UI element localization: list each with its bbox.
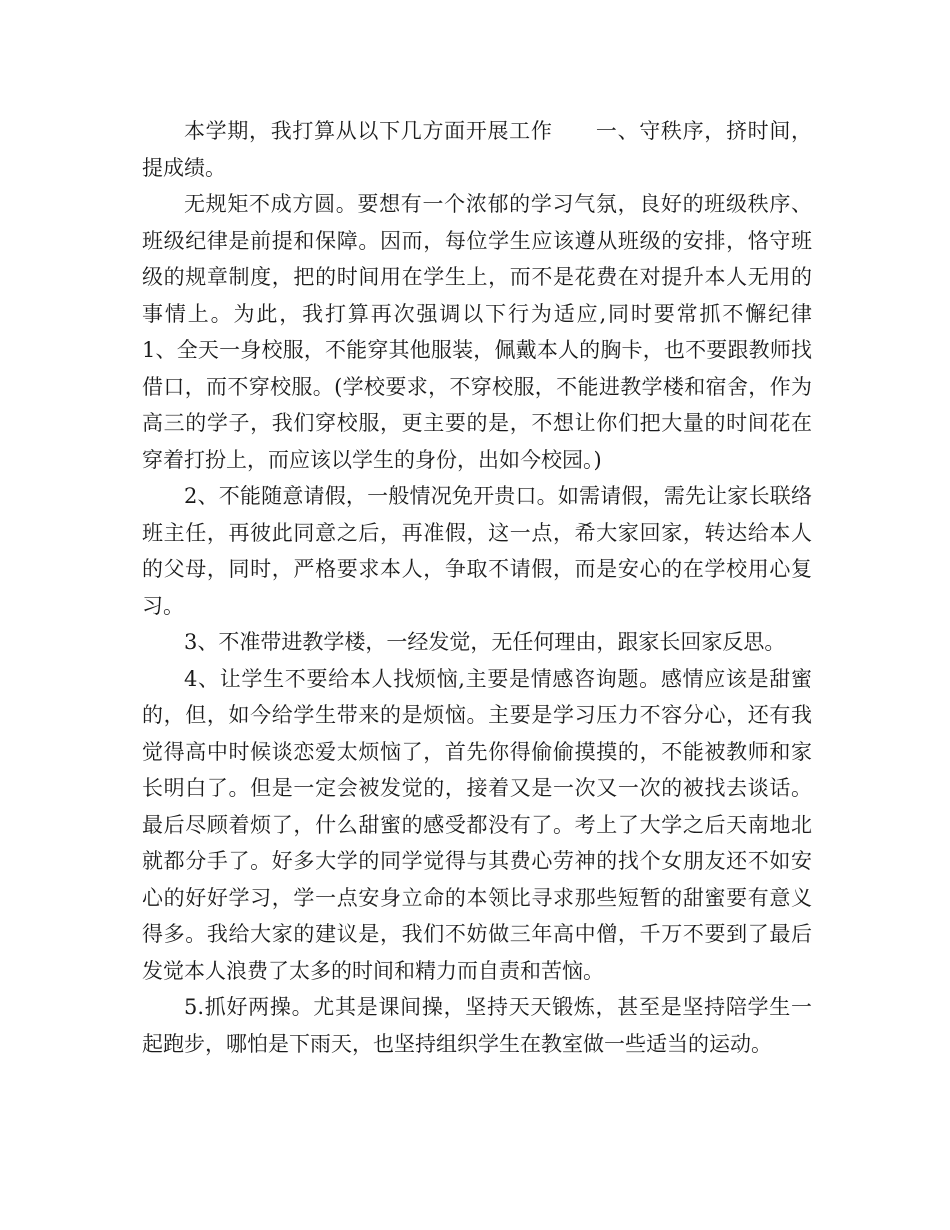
paragraph-item-3: 3、不准带进教学楼，一经发觉，无任何理由，跟家长回家反思。: [184, 630, 786, 654]
document-body: [142, 113, 854, 1062]
paragraph-item-4: 4、让学生不要给本人找烦恼,主要是情感咨询题。感情应该是甜蜜的，但，如今给学生带来的是烦恼。主要是学习压力不容分心，还有我觉得高中时候谈恋爱太烦恼了，首先你得偷偷摸摸的，不能被教师和家长明白了。但是一定会被发觉的，接着又是一次又一次的被找去谈话。最后尽顾着烦了，什么甜蜜的感受都没有了。考上了大学之后天南地北就都分手了。好多大学的同学觉得与其费心劳神的找个女朋友还不如安心的好好学习，学一点安身立命的本领比寻求那些短暂的甜蜜要有意义得多。我给大家的建议是，我们不妨做三年高中僧，千万不要到了最后发觉本人浪费了太多的时间和精力而自责和苦恼。: [142, 666, 812, 983]
paragraph-item-5: 5.抓好两操。尤其是课间操，坚持天天锻炼，甚至是坚持陪学生一起跑步，哪怕是下雨天，也坚持组织学生在教室做一些适当的运动。: [142, 995, 812, 1056]
paragraph-item-2: 2、不能随意请假，一般情况免开贵口。如需请假，需先让家长联络班主任，再彼此同意之后，再准假，这一点，希大家回家，转达给本人的父母，同时，严格要求本人，争取不请假，而是安心的在学校用心复习。: [142, 484, 812, 618]
paragraph-intro: 本学期，我打算从以下几方面开展工作 一、守秩序，挤时间，提成绩。: [142, 119, 812, 180]
paragraph-discipline: 无规矩不成方圆。要想有一个浓郁的学习气氛，良好的班级秩序、班级纪律是前提和保障。因而，每位学生应该遵从班级的安排，恪守班级的规章制度，把的时间用在学生上，而不是花费在对提升本人无用的事情上。为此，我打算再次强调以下行为适应,同时要常抓不懈纪律 1、全天一身校服，不能穿其他服装，佩戴本人的胸卡，也不要跟教师找借口，而不穿校服。(学校要求，不穿校服，不能进教学楼和宿舍，作为高三的学子，我们穿校服，更主要的是，不想让你们把大量的时间花在穿着打扮上，而应该以学生的身份，出如今校园。): [142, 192, 854, 472]
